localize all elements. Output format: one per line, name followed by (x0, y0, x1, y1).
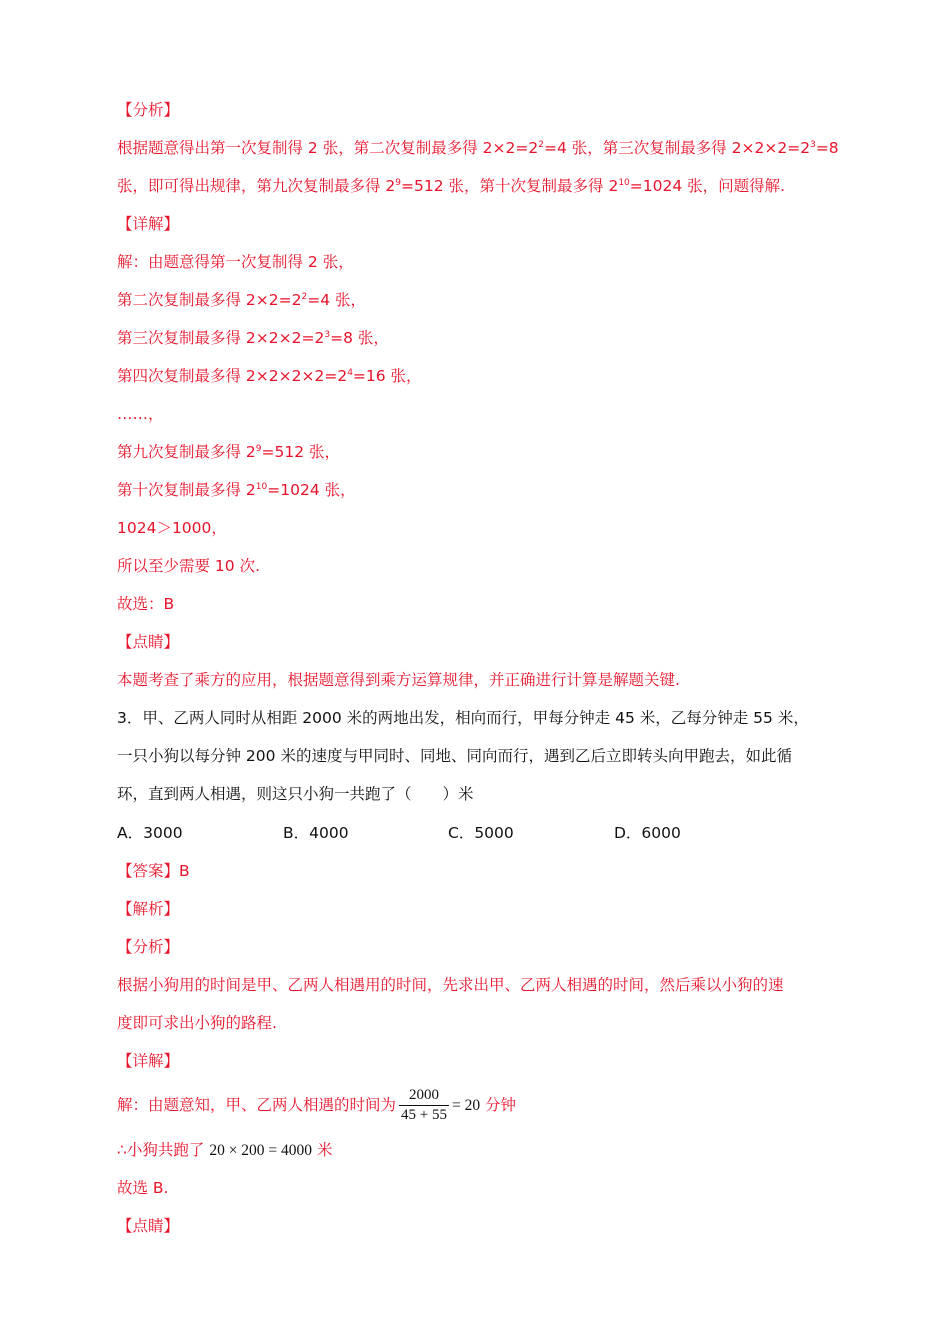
comment-text: 本题考查了乘方的应用，根据题意得到乘方运算规律，并正确进行计算是解题关键. (117, 671, 680, 689)
option-a: A．3000 (117, 824, 183, 842)
q3-analysis-heading: 【分析】 (117, 938, 180, 956)
option-d: D．6000 (614, 824, 681, 842)
q3-choice-line: 故选 B. (117, 1179, 169, 1197)
solution-step-10: 第十次复制最多得 $2^{10}=1024$ 张， (117, 481, 356, 499)
solution-ellipsis: ……， (117, 405, 164, 423)
fraction (399, 1086, 449, 1125)
option-b: B．4000 (283, 824, 349, 842)
solution-step-4: 第四次复制最多得 $2\times 2\times 2\times 2=2^4=16$ 张， (117, 367, 422, 385)
solution-compare: 1024＞1000， (117, 519, 227, 537)
comment-heading: 【点睛】 (117, 633, 180, 651)
solution-step-3: 第三次复制最多得 $2\times 2\times 2=2^3=8$ 张， (117, 329, 389, 347)
question-3-line-2: 一只小狗以每分钟 200 米的速度与甲同时、同地、同向而行，遇到乙后立即转头向甲跑去，如此循 (117, 747, 792, 765)
jiexi-heading: 【解析】 (117, 900, 180, 918)
answer-line: 【答案】B (117, 862, 190, 880)
analysis-line-2: 张，即可得出规律，第九次复制最多得 $2^9=512$ 张，第十次复制最多得 $2^{10}=1024$ 张，问题得解. (117, 177, 786, 195)
fraction-numerator: 2000 (399, 1086, 449, 1106)
solution-conclusion: 所以至少需要 10 次. (117, 557, 261, 575)
question-3-line-3: 环，直到两人相遇，则这只小狗一共跑了（ ）米 (117, 785, 474, 803)
q3-detail-line-1: 解：由题意知，甲、乙两人相遇的时间为 $\frac{2000}{45 + 55}$ = 20 分钟 (117, 1087, 517, 1123)
analysis-line-1: 根据题意得出第一次复制得 2 张，第二次复制最多得 $2\times 2=2^2=4$ 张，第三次复制最多得 $2\times 2\times 2=2^3=8$ (117, 139, 839, 157)
detail-heading: 【详解】 (117, 215, 180, 233)
choice-line: 故选：B (117, 595, 175, 613)
q3-detail-heading: 【详解】 (117, 1052, 180, 1070)
solution-step-1: 解：由题意得第一次复制得 2 张， (117, 253, 354, 271)
q3-comment-heading: 【点睛】 (117, 1217, 180, 1235)
solution-step-2: 第二次复制最多得 $2\times 2=2^2=4$ 张， (117, 291, 367, 309)
analysis-heading: 【分析】 (117, 101, 180, 119)
q3-detail-line-2: ∴小狗共跑了 20 × 200 = 4000 米 (117, 1141, 333, 1159)
question-3-line-1: 3．甲、乙两人同时从相距 2000 米的两地出发，相向而行，甲每分钟走 45 米，乙每分钟走 55 米， (117, 709, 809, 727)
q3-analysis-line-1: 根据小狗用的时间是甲、乙两人相遇用的时间，先求出甲、乙两人相遇的时间，然后乘以小狗的速 (117, 976, 784, 994)
fraction-denominator: 45 + 55 (401, 1107, 447, 1123)
option-c: C．5000 (448, 824, 514, 842)
solution-step-9: 第九次复制最多得 $2^9=512$ 张， (117, 443, 341, 461)
q3-analysis-line-2: 度即可求出小狗的路程. (117, 1014, 277, 1032)
